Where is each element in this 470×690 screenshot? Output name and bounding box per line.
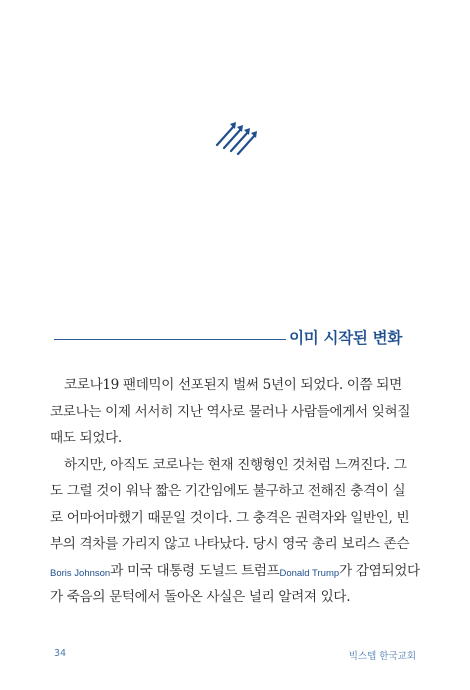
heading-divider — [54, 339, 286, 340]
body-text-segment: 가 감염되었다 — [339, 562, 420, 579]
section-heading-row — [54, 324, 404, 352]
body-line: 하지만, 아직도 코로나는 현재 진행형인 것처럼 느껴진다. 그 — [64, 456, 407, 473]
english-name-boris: Boris Johnson — [50, 567, 111, 579]
english-name-trump: Donald Trump — [279, 567, 340, 579]
body-line: 코로나19 팬데믹이 선포된지 벌써 5년이 되었다. 이쯤 되면 — [64, 377, 402, 393]
body-line: 부의 격차를 가리지 않고 나타났다. 당시 영국 총리 보리스 존슨 — [50, 536, 410, 552]
body-text — [50, 372, 420, 611]
body-text-segment: 과 미국 대통령 도널드 트럼프 — [110, 562, 280, 579]
body-line: 로 어마어마했기 때문일 것이다. 그 충격은 권력자와 일반인, 빈 — [50, 509, 410, 526]
body-line: 때도 되었다. — [50, 430, 122, 446]
section-title: 이미 시작된 변화 — [289, 329, 402, 347]
running-footer-title: 빅스텝 한국교회 — [348, 651, 416, 662]
body-line — [50, 558, 420, 585]
page-number: 34 — [54, 648, 67, 659]
body-line: 가 죽음의 문턱에서 돌아온 사실은 널리 알려져 있다. — [50, 589, 351, 605]
body-line: 코로나는 이제 서서히 지난 역사로 물러나 사람들에게서 잊혀질 — [50, 403, 411, 420]
body-line: 도 그럴 것이 워낙 짧은 기간임에도 불구하고 전해진 충격이 실 — [50, 483, 406, 499]
diagonal-arrows-logo-icon — [214, 121, 260, 155]
